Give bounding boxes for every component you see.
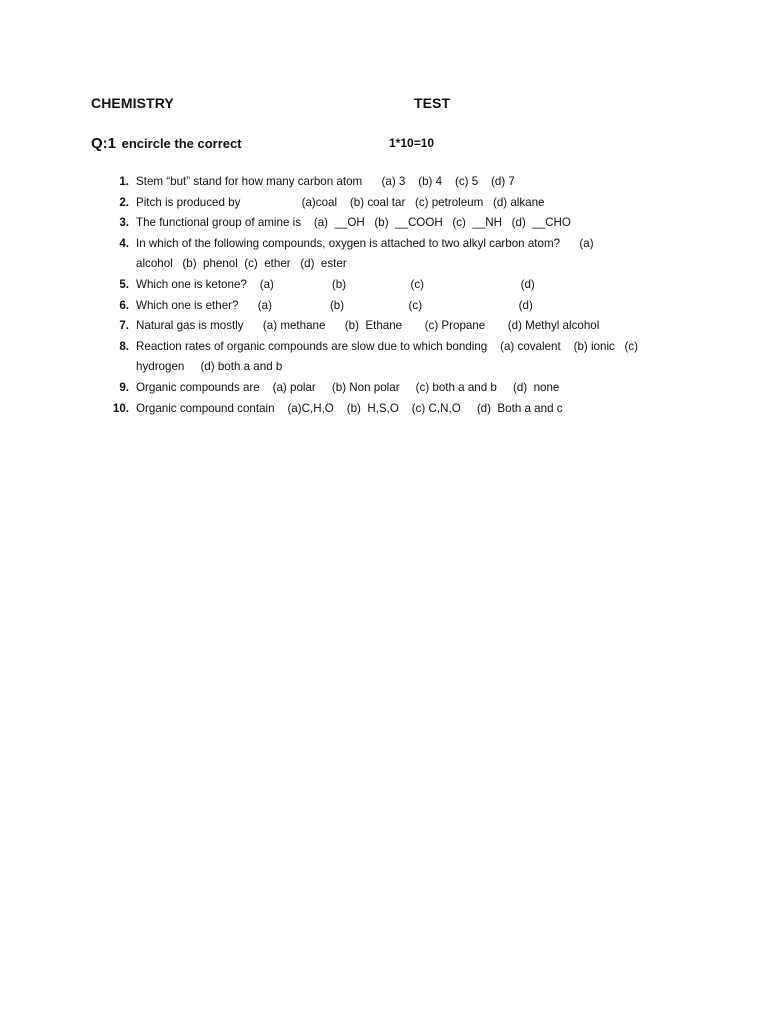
list-item bbox=[109, 234, 729, 275]
item-line: The functional group of amine is (a) __OH (b) __COOH (c) __NH (d) __CHO bbox=[136, 216, 571, 230]
item-number: 6. bbox=[119, 298, 129, 312]
item-number: 5. bbox=[119, 277, 129, 291]
item-number: 8. bbox=[119, 339, 129, 353]
question-instruction: encircle the correct bbox=[121, 136, 242, 151]
list-item bbox=[109, 275, 729, 296]
marks-label: 1*10=10 bbox=[389, 136, 435, 150]
item-line: Organic compound contain (a)C,H,O (b) H,S,O (c) C,N,O (d) Both a and c bbox=[136, 401, 563, 415]
item-number: 2. bbox=[119, 195, 129, 209]
item-number: 7. bbox=[119, 319, 129, 333]
item-number: 9. bbox=[119, 380, 129, 394]
item-line: Pitch is produced by (a)coal (b) coal tar (c) petroleum (d) alkane bbox=[136, 195, 545, 209]
item-line: Which one is ketone? (a) (b) (c) (d) bbox=[136, 277, 535, 291]
item-line-continued: hydrogen (d) both a and b bbox=[136, 360, 283, 374]
item-line: Reaction rates of organic compounds are slow due to which bonding (a) covalent (b) ionic (c) bbox=[136, 339, 639, 353]
list-item bbox=[109, 213, 729, 234]
list-item bbox=[109, 172, 729, 193]
list-item bbox=[109, 399, 729, 420]
subject-title: CHEMISTRY bbox=[91, 95, 174, 111]
item-line: Natural gas is mostly (a) methane (b) Ethane (c) Propane (d) Methyl alcohol bbox=[136, 319, 600, 333]
question-list bbox=[109, 172, 729, 419]
list-item bbox=[109, 296, 729, 317]
list-item bbox=[109, 337, 729, 378]
item-number: 3. bbox=[119, 216, 129, 230]
item-number: 4. bbox=[119, 236, 129, 250]
item-line: Which one is ether? (a) (b) (c) (d) bbox=[136, 298, 533, 312]
item-number: 1. bbox=[119, 175, 129, 188]
question-number: Q:1 bbox=[91, 135, 117, 152]
item-line: In which of the following compounds, oxygen is attached to two alkyl carbon atom? (a) bbox=[136, 236, 594, 250]
item-line-continued: alcohol (b) phenol (c) ether (d) ester bbox=[136, 257, 347, 271]
test-title: TEST bbox=[414, 95, 451, 111]
list-item bbox=[109, 378, 729, 399]
item-line: Organic compounds are (a) polar (b) Non polar (c) both a and b (d) none bbox=[136, 380, 560, 394]
question-heading bbox=[91, 135, 242, 152]
list-item bbox=[109, 193, 729, 214]
item-line: Stem “but” stand for how many carbon atom (a) 3 (b) 4 (c) 5 (d) 7 bbox=[136, 175, 515, 188]
list-item bbox=[109, 316, 729, 337]
item-number: 10. bbox=[112, 401, 129, 415]
